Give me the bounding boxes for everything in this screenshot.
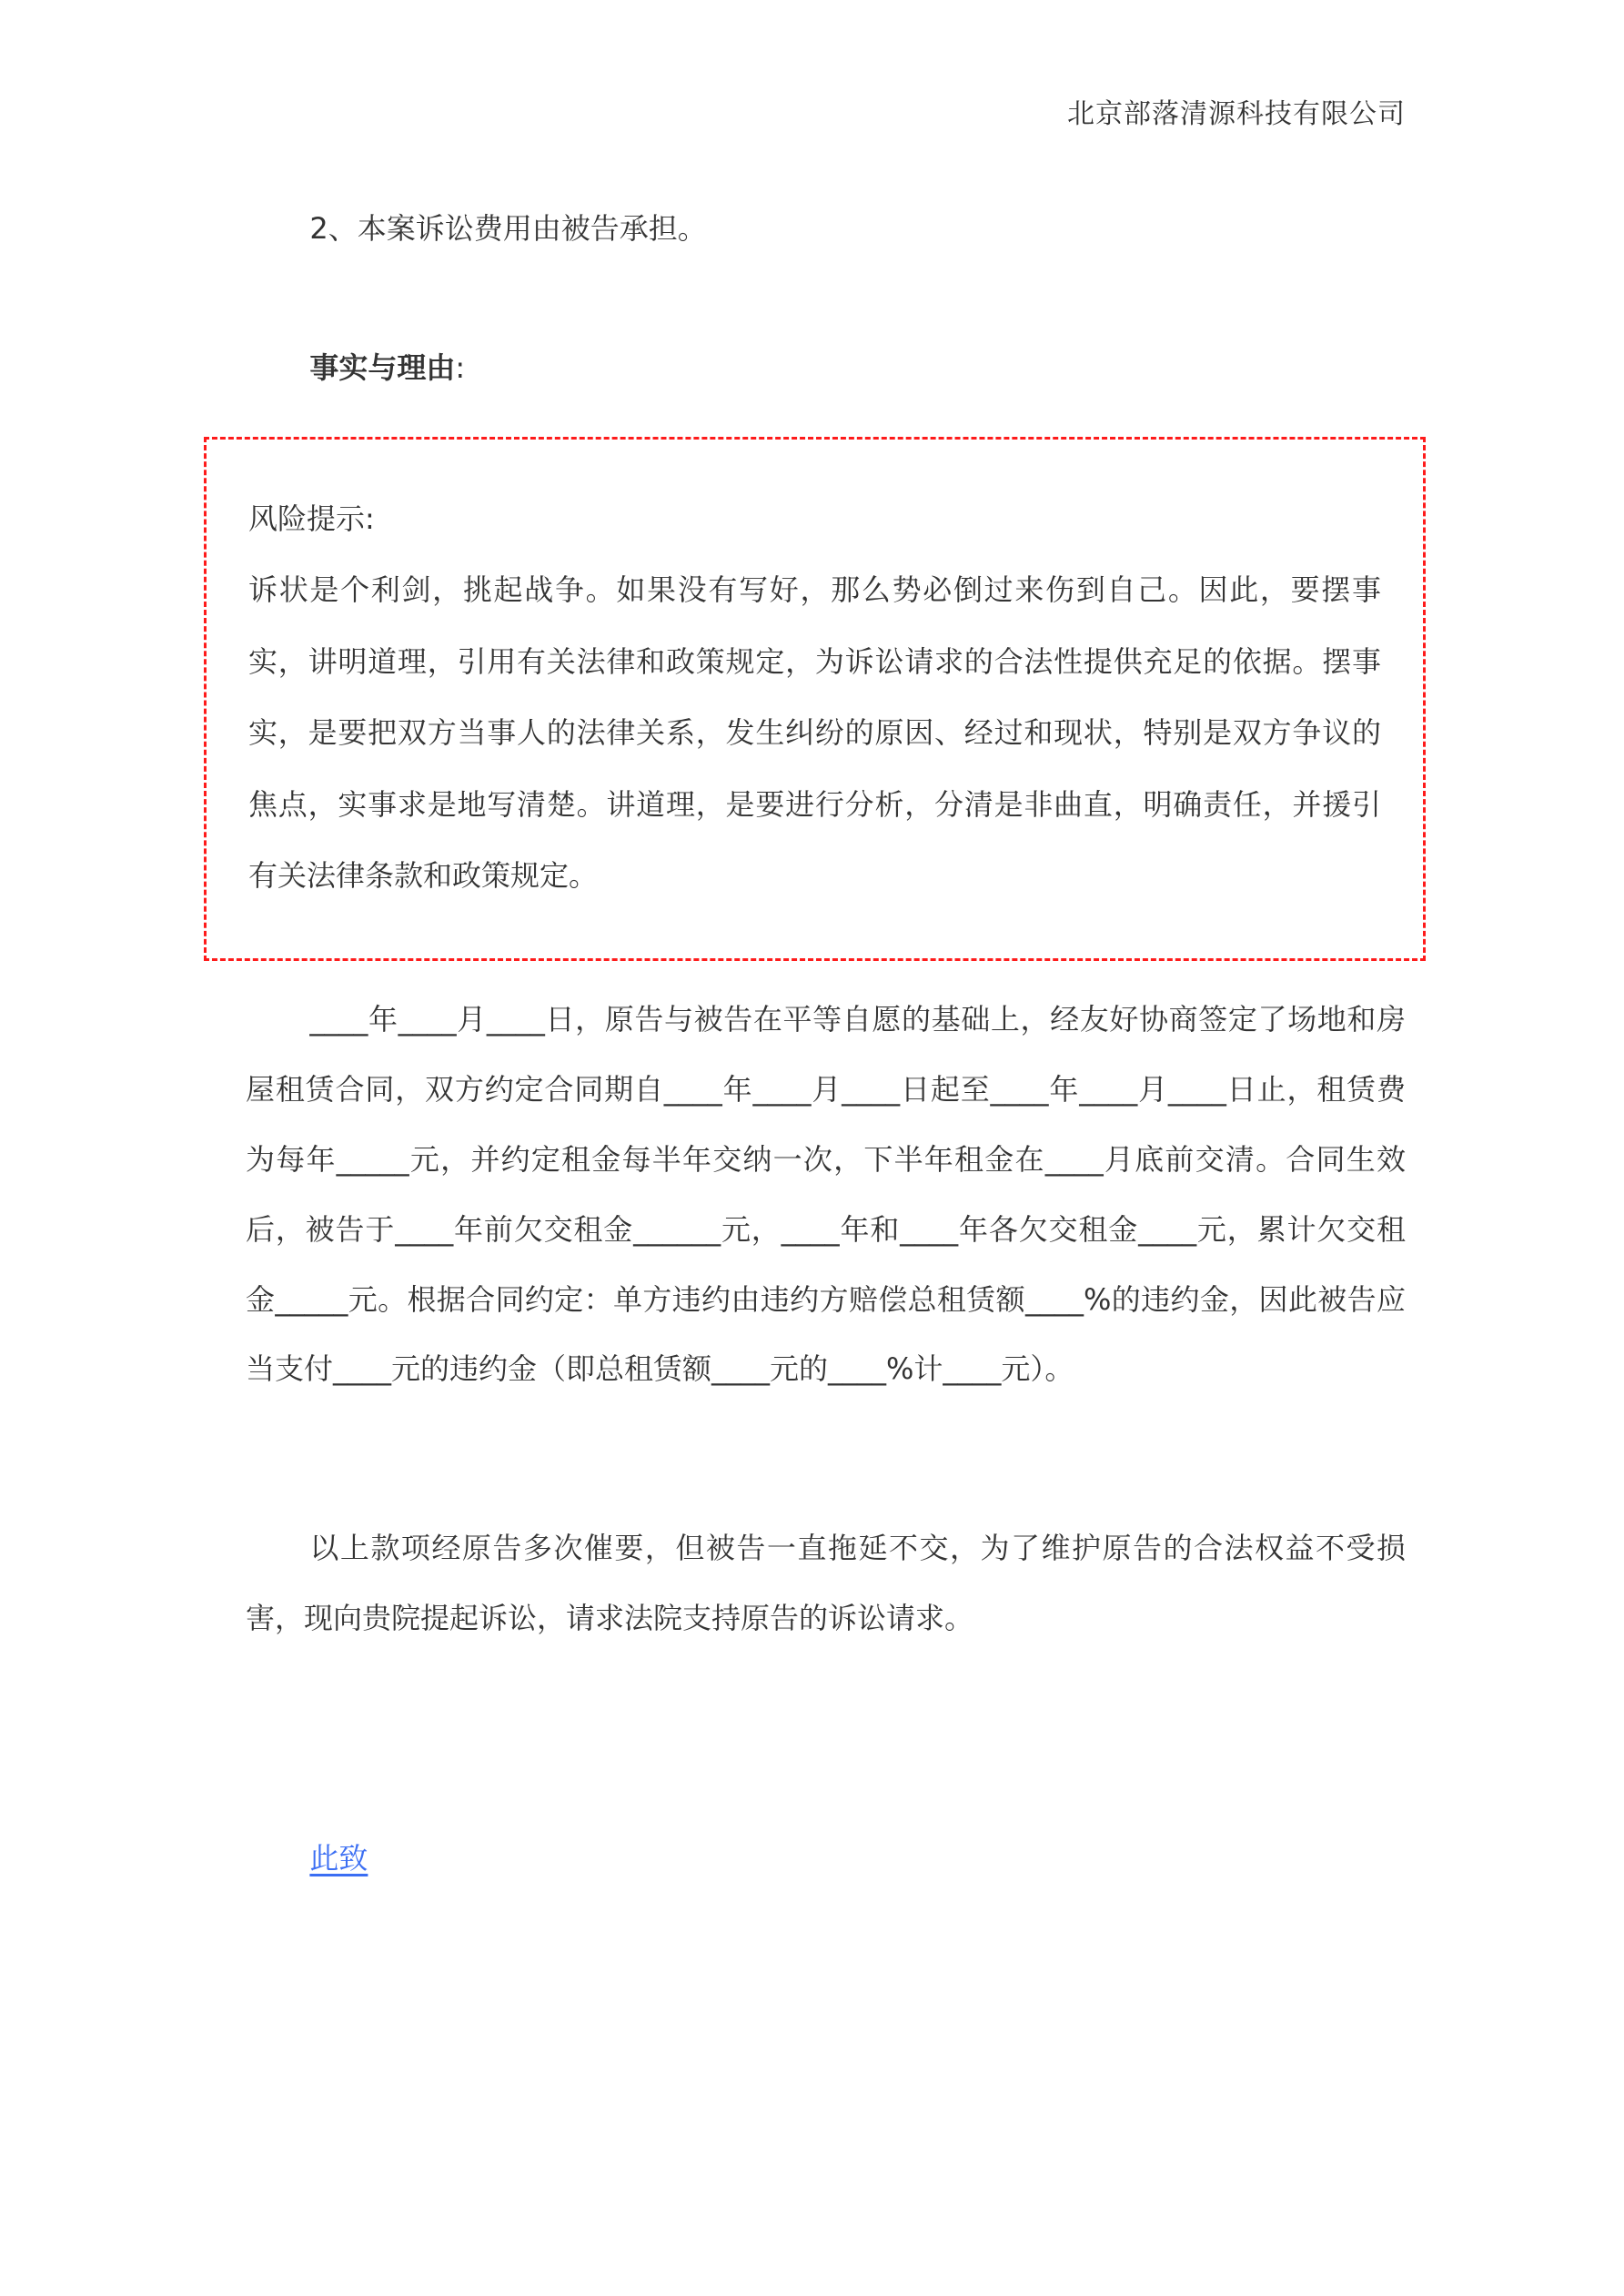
facts-paragraph: ____年____月____日，原告与被告在平等自愿的基础上，经友好协商签定了场地和房屋租赁合同，双方约定合同期自____年____月____日起至____年____月____日止，租赁费为每年_____元，并约定租金每半年交纳一次，下半年租金在____月底前交清。合同生效后，被告于____年前欠交租金______元，____年和____年各欠交租金____元，累计欠交租金_____元。根据合同约定：单方违约由违约方赔偿总租赁额____%的违约金，因此被告应当支付____元的违约金（即总租赁额____元的____%计____元）。: [246, 1002, 1406, 1387]
risk-title: 风险提示:: [248, 501, 375, 536]
risk-notice-box: [204, 437, 1426, 961]
company-header: 北京部落清源科技有限公司: [1067, 98, 1406, 130]
section-heading: [246, 346, 1406, 389]
closing-link[interactable]: 此致: [309, 1840, 368, 1876]
closing-line: [246, 1836, 1406, 1882]
risk-text: 诉状是个利剑，挑起战争。如果没有写好，那么势必倒过来伤到自己。因此，要摆事实，讲明道理，引用有关法律和政策规定，为诉讼请求的合法性提供充足的依据。摆事实，是要把双方当事人的法律关系，发生纠纷的原因、经过和现状，特别是双方争议的焦点，实事求是地写清楚。讲道理，是要进行分析，分清是非曲直，明确责任，并援引有关法律条款和政策规定。: [248, 572, 1381, 893]
section-title: 事实与理由: [309, 350, 456, 385]
appeal-paragraph: 以上款项经原告多次催要，但被告一直拖延不交，为了维护原告的合法权益不受损害，现向贵院提起诉讼，请求法院支持原告的诉讼请求。: [246, 1531, 1406, 1635]
section-colon: :: [455, 350, 466, 385]
claim-item: 2、本案诉讼费用由被告承担。: [309, 211, 707, 246]
